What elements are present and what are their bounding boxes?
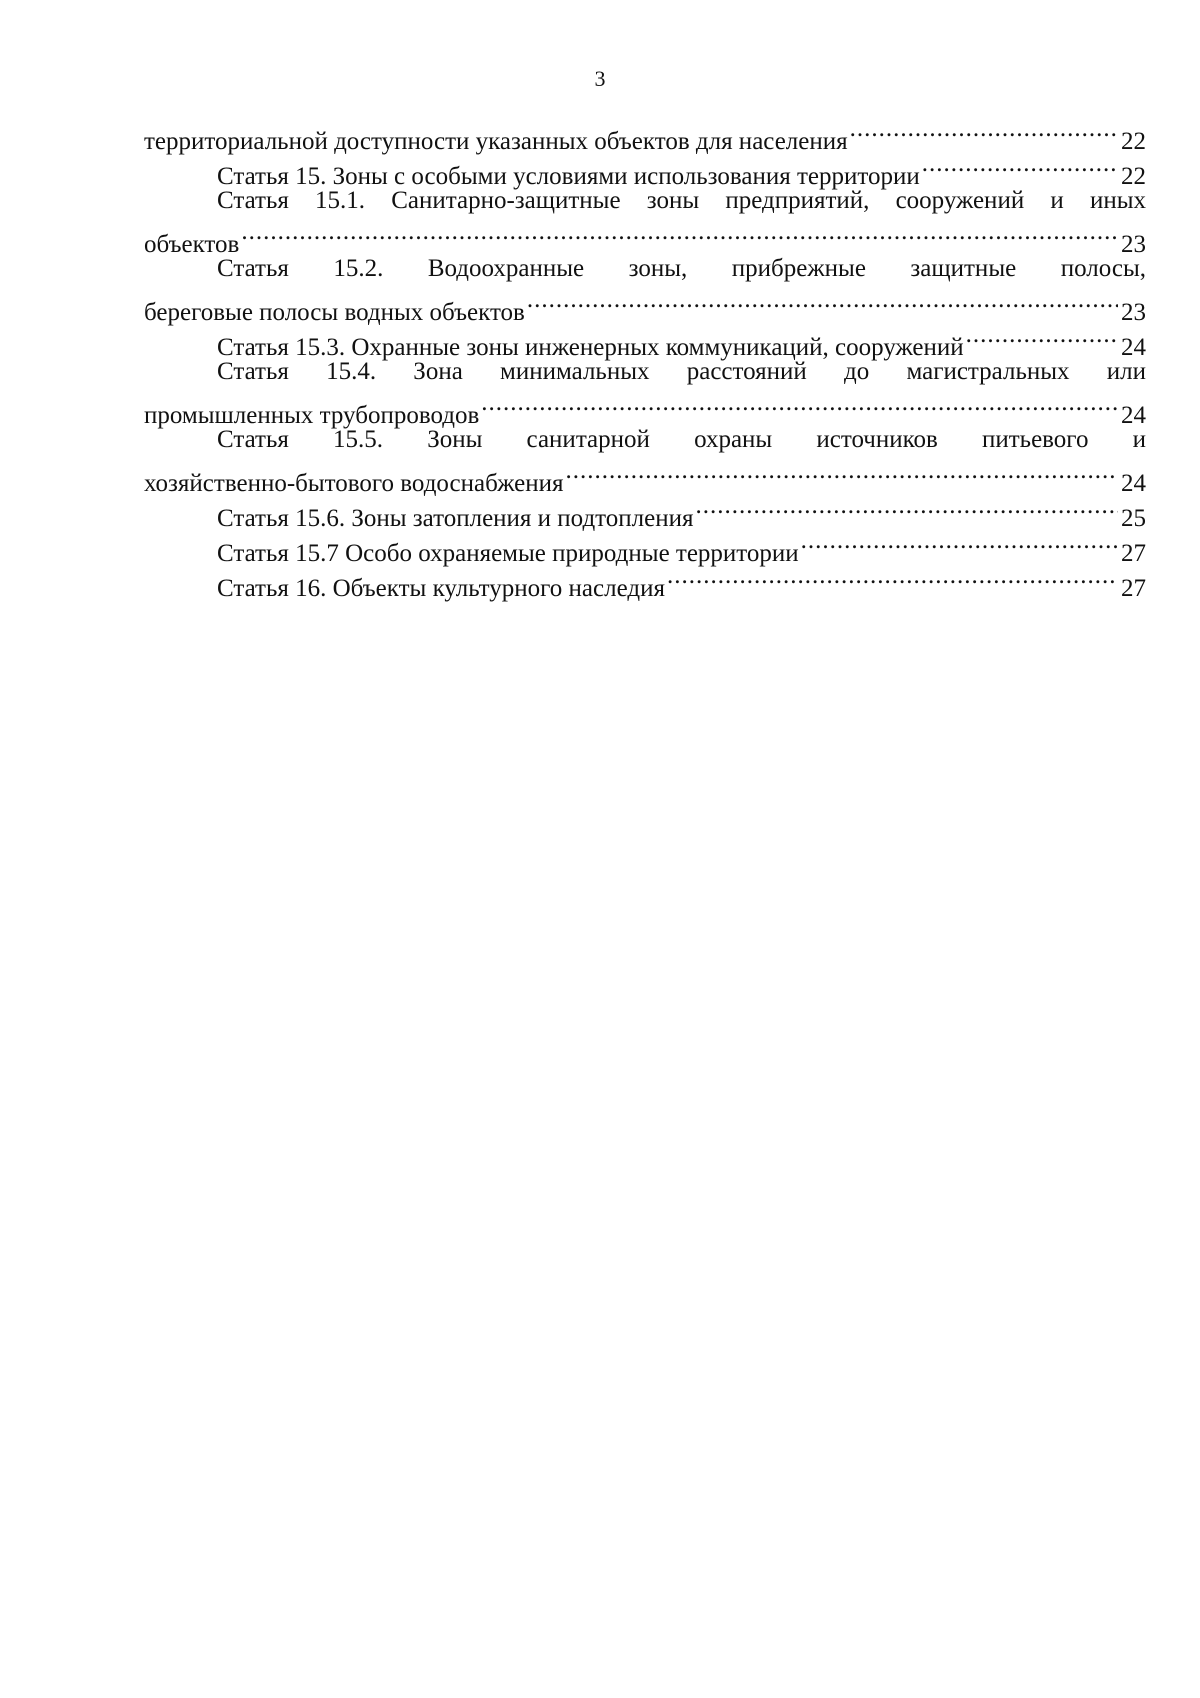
toc-entry-title: Статья 15.6. Зоны затопления и подтопления [217, 505, 694, 532]
toc-entry-title: Статья 15.3. Охранные зоны инженерных коммуникаций, сооружений [217, 334, 964, 361]
toc-entry-title: Статья 15.1. Санитарно-защитные зоны предприятий, сооружений и иных [217, 187, 1146, 214]
dot-leader [966, 320, 1118, 355]
dot-leader [527, 285, 1118, 320]
toc-entry-title: Статья 15.2. Водоохранные зоны, прибрежные защитные полосы, [217, 255, 1146, 282]
dot-leader [667, 561, 1118, 596]
toc-entry-page: 24 [1121, 402, 1146, 429]
page-number: 3 [594, 66, 606, 91]
toc-entry-title: Статья 15.5. Зоны санитарной охраны источников питьевого и [217, 426, 1146, 453]
dot-leader [801, 526, 1118, 561]
toc-entry-title: Статья 16. Объекты культурного наследия [217, 575, 665, 602]
toc-entry[interactable] [144, 184, 1146, 258]
toc-entry-page: 27 [1121, 575, 1146, 602]
toc-entry-title-continued: береговые полосы водных объектов [144, 299, 525, 326]
toc-entry-page: 23 [1121, 231, 1146, 258]
dot-leader [241, 217, 1118, 252]
toc-entry-page: 22 [1121, 128, 1146, 155]
toc-entry[interactable] [144, 114, 1146, 155]
toc-entry-title: Статья 15.7 Особо охраняемые природные территории [217, 540, 799, 567]
toc-entry-page: 23 [1121, 299, 1146, 326]
toc-entry-page: 25 [1121, 505, 1146, 532]
toc-entry-page: 27 [1121, 540, 1146, 567]
toc-entry-title-continued: объектов [144, 231, 240, 258]
dot-leader [481, 388, 1118, 423]
dot-leader [696, 491, 1119, 526]
dot-leader [566, 456, 1118, 491]
toc-entry-page: 24 [1121, 470, 1146, 497]
toc-entry-page: 22 [1121, 163, 1146, 190]
table-of-contents [144, 114, 1146, 602]
toc-entry-title: территориальной доступности указанных объектов для населения [144, 128, 848, 155]
toc-entry-page: 24 [1121, 334, 1146, 361]
toc-entry[interactable] [144, 355, 1146, 429]
toc-entry-title: Статья 15. Зоны с особыми условиями использования территории [217, 163, 920, 190]
dot-leader [922, 149, 1118, 184]
toc-entry-title-continued: промышленных трубопроводов [144, 402, 480, 429]
toc-entry-title: Статья 15.4. Зона минимальных расстояний до магистральных или [217, 358, 1146, 385]
toc-entry-title-continued: хозяйственно-бытового водоснабжения [144, 470, 564, 497]
dot-leader [850, 114, 1118, 149]
toc-entry[interactable] [144, 252, 1146, 326]
toc-entry[interactable] [144, 423, 1146, 497]
